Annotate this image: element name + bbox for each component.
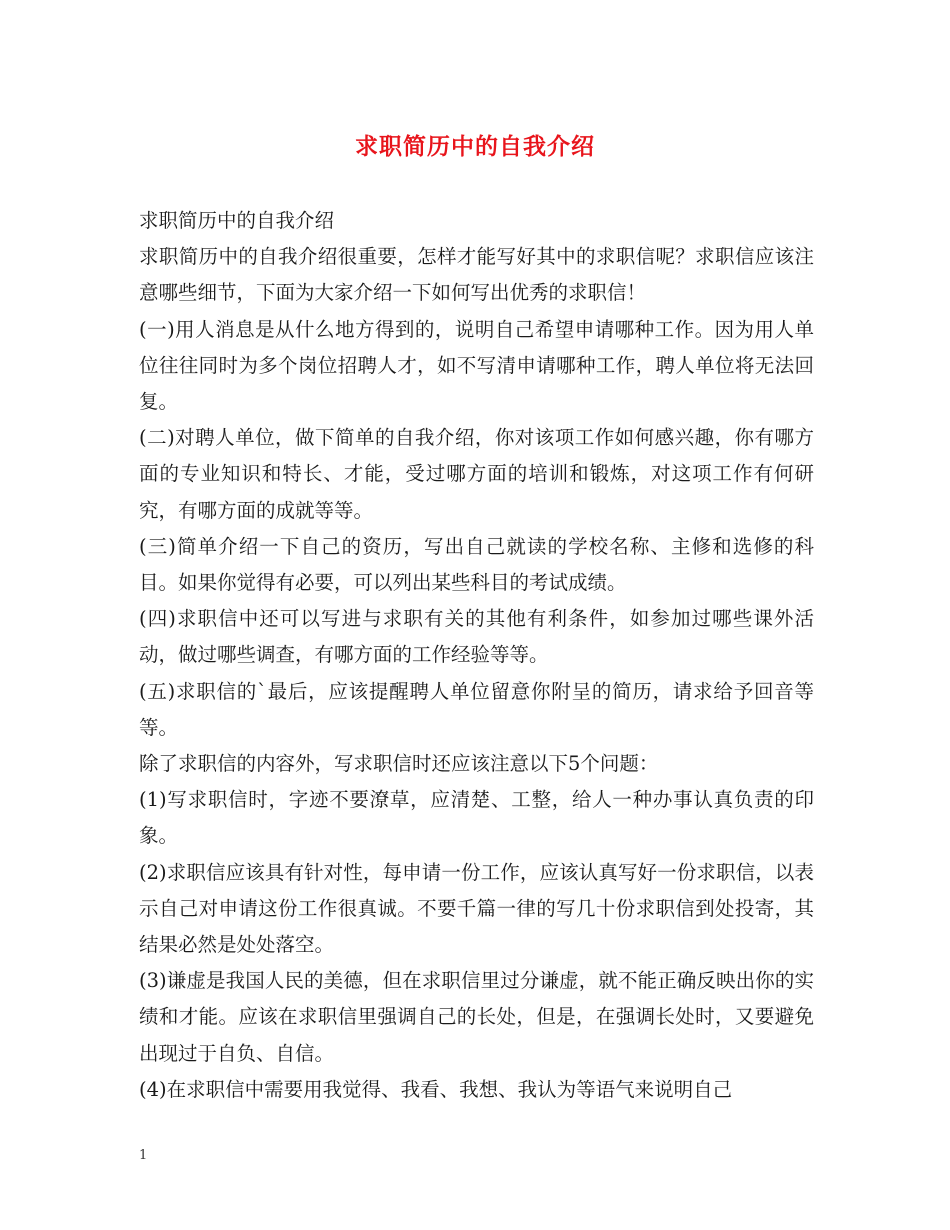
paragraph-notes-intro: 除了求职信的内容外，写求职信时还应该注意以下5个问题：	[139, 752, 659, 776]
paragraph-note-3: (3)谦虚是我国人民的美德，但在求职信里过分谦虚，就不能正确反映出你的实绩和才能。应该在求职信里强调自己的长处，但是，在强调长处时，又要避免出现过于自负、自信。	[139, 969, 814, 1065]
paragraph-point-1: (一)用人消息是从什么地方得到的，说明自己希望申请哪种工作。因为用人单位往往同时为多个岗位招聘人才，如不写清申请哪种工作，聘人单位将无法回复。	[139, 317, 814, 414]
paragraph-note-4: (4)在求职信中需要用我觉得、我看、我想、我认为等语气来说明自己	[139, 1077, 733, 1101]
paragraph-point-2: (二)对聘人单位，做下简单的自我介绍，你对该项工作如何感兴趣，你有哪方面的专业知识和特长、才能，受过哪方面的培训和锻炼，对这项工作有何研究，有哪方面的成就等等。	[139, 426, 814, 522]
paragraph-note-2: (2)求职信应该具有针对性，每申请一份工作，应该认真写好一份求职信，以表示自己对申请这份工作很真诚。不要千篇一律的写几十份求职信到处投寄，其结果必然是处处落空。	[139, 860, 814, 957]
paragraph-intro: 求职简历中的自我介绍很重要，怎样才能写好其中的求职信呢？求职信应该注意哪些细节，下面为大家介绍一下如何写出优秀的求职信！	[139, 245, 814, 305]
page-number: 1	[139, 1148, 148, 1163]
document-body	[139, 203, 814, 1108]
document-title: 求职简历中的自我介绍	[355, 133, 595, 160]
paragraph-point-5: (五)求职信的`最后，应该提醒聘人单位留意你附呈的简历，请求给予回音等等。	[139, 679, 814, 739]
paragraph-point-4: (四)求职信中还可以写进与求职有关的其他有利条件，如参加过哪些课外活动，做过哪些调查，有哪方面的工作经验等等。	[139, 607, 814, 667]
paragraph-heading: 求职简历中的自我介绍	[139, 209, 335, 232]
paragraph-point-3: (三)简单介绍一下自己的资历，写出自己就读的学校名称、主修和选修的科目。如果你觉得有必要，可以列出某些科目的考试成绩。	[139, 534, 814, 595]
paragraph-note-1: (1)写求职信时，字迹不要潦草，应清楚、工整，给人一种办事认真负责的印象。	[139, 788, 814, 848]
